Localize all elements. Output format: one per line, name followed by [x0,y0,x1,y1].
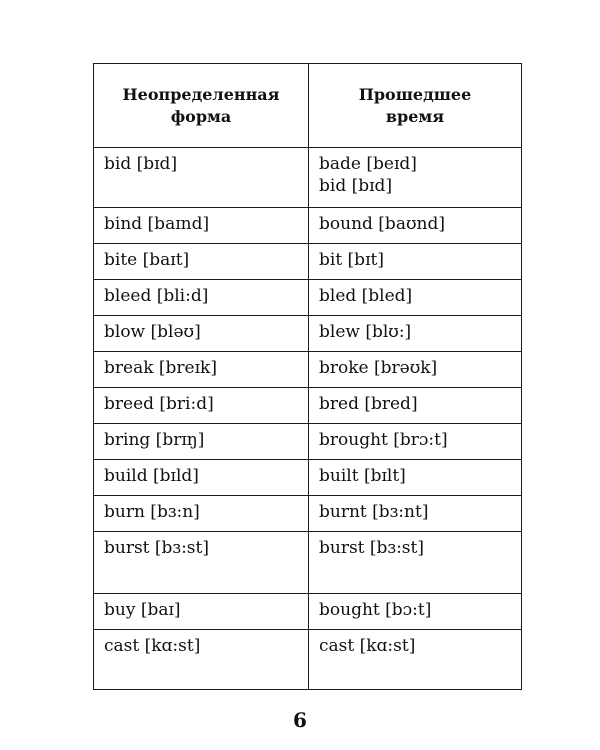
infinitive-cell: build [bɪld] [94,460,309,496]
infinitive-cell: break [breɪk] [94,352,309,388]
infinitive-cell: burst [bɜ:st] [94,532,309,594]
table-row [94,424,522,460]
table-row [94,496,522,532]
past-cell: built [bɪlt] [309,460,522,496]
past-cell: burst [bɜ:st] [309,532,522,594]
table-header-row [94,64,522,148]
past-cell: bound [baʊnd] [309,208,522,244]
past-cell [309,148,522,208]
infinitive-cell: bind [baɪnd] [94,208,309,244]
table-row [94,594,522,630]
past-cell: cast [kɑ:st] [309,630,522,690]
table-row [94,460,522,496]
header-past-tense [309,64,522,148]
past-cell: brought [brɔ:t] [309,424,522,460]
past-cell: broke [brəʊk] [309,352,522,388]
infinitive-cell: burn [bɜ:n] [94,496,309,532]
table-row [94,148,522,208]
past-cell: bled [bled] [309,280,522,316]
past-cell: bought [bɔ:t] [309,594,522,630]
past-form: bade [beɪd] [319,154,417,174]
header-infinitive-line1: Неопределенная [122,84,280,104]
header-past-line2: время [385,106,445,126]
infinitive-cell: blow [bləʊ] [94,316,309,352]
table-row [94,532,522,594]
table-row [94,388,522,424]
table-row [94,208,522,244]
infinitive-cell: bleed [bli:d] [94,280,309,316]
past-cell: blew [blʊ:] [309,316,522,352]
header-past-line1: Прошедшее [358,84,472,104]
header-infinitive-line2: форма [170,106,232,126]
past-form: bid [bɪd] [319,176,393,196]
infinitive-cell: buy [baɪ] [94,594,309,630]
irregular-verbs-table [93,63,522,690]
past-cell: bred [bred] [309,388,522,424]
past-cell: bit [bɪt] [309,244,522,280]
infinitive-cell: cast [kɑ:st] [94,630,309,690]
table-row [94,352,522,388]
table-row [94,280,522,316]
page-number: 6 [293,708,307,732]
infinitive-cell: bring [brɪŋ] [94,424,309,460]
table-row [94,630,522,690]
infinitive-cell: breed [bri:d] [94,388,309,424]
infinitive-cell: bite [baɪt] [94,244,309,280]
header-infinitive [94,64,309,148]
table-row [94,316,522,352]
table-row [94,244,522,280]
past-cell: burnt [bɜ:nt] [309,496,522,532]
infinitive-cell: bid [bɪd] [94,148,309,208]
